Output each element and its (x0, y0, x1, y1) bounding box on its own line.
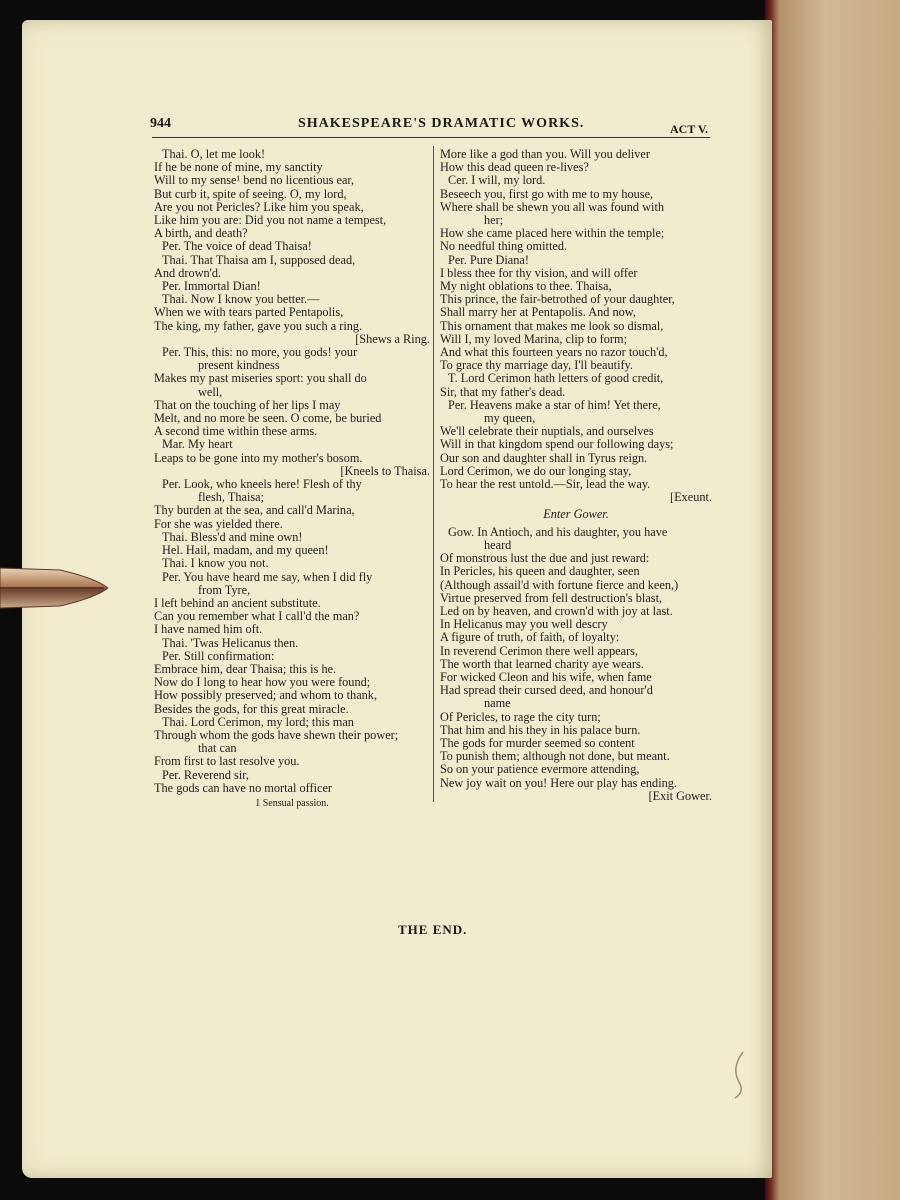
text-line: The gods for murder seemed so content (440, 735, 635, 750)
text-line: My night oblations to thee. Thaisa, (440, 279, 612, 294)
text-line: Thy burden at the sea, and call'd Marina, (154, 503, 355, 518)
text-line: Besides the gods, for this great miracle. (154, 701, 349, 716)
text-line: I bless thee for thy vision, and will offer (440, 265, 638, 280)
text-line: Like him you are: Did you not name a tempest, (154, 213, 387, 228)
text-line: Cer. I will, my lord. (448, 173, 546, 188)
text-line: Our son and daughter shall in Tyrus reign. (440, 450, 648, 465)
text-line: that can (198, 741, 237, 756)
text-line: Thai. 'Twas Helicanus then. (162, 635, 299, 650)
text-line: T. Lord Cerimon hath letters of good credit, (448, 371, 664, 386)
text-line: The worth that learned charity aye wears. (440, 656, 644, 671)
text-line: A figure of truth, of faith, of loyalty: (440, 630, 620, 645)
text-line: But curb it, spite of seeing. O, my lord, (154, 186, 347, 201)
text-line: Thai. I know you not. (162, 556, 269, 571)
text-line: Led on by heaven, and crown'd with joy at last. (440, 603, 673, 618)
text-line: Per. Heavens make a star of him! Yet there, (448, 397, 661, 412)
text-line: Makes my past miseries sport: you shall do (154, 371, 367, 386)
text-line: from Tyre, (198, 582, 251, 597)
text-line: To punish them; although not done, but meant. (440, 749, 670, 764)
text-line: More like a god than you. Will you deliver (440, 147, 650, 161)
text-line: [Exeunt. (669, 490, 712, 505)
text-line: Per. Look, who kneels here! Flesh of thy (162, 477, 362, 492)
text-line: Of Pericles, to rage the city turn; (440, 709, 601, 724)
page-curl-mark-icon (725, 1050, 755, 1100)
text-line: Per. This, this: no more, you gods! your (162, 345, 358, 360)
text-line: (Although assail'd with fortune fierce and keen,) (440, 577, 679, 592)
text-line: How this dead queen re-lives? (440, 160, 589, 175)
text-line: well, (198, 384, 223, 399)
page-number: 944 (150, 116, 171, 131)
right-column (440, 148, 712, 803)
text-line: Per. Pure Diana! (448, 252, 529, 267)
text-line: In Pericles, his queen and daughter, seen (440, 564, 640, 579)
metal-pointer-icon (0, 562, 110, 614)
text-line: That him and his they in his palace burn. (440, 722, 641, 737)
text-line: No needful thing omitted. (440, 239, 568, 254)
text-line: [Exit Gower. (648, 788, 712, 803)
text-line: Sir, that my father's dead. (440, 384, 566, 399)
text-line: When we with tears parted Pentapolis, (154, 305, 344, 320)
text-line: Will in that kingdom spend our following days; (440, 437, 674, 452)
text-line: I have named him oft. (154, 622, 263, 637)
text-line: [Kneels to Thaisa. (340, 463, 430, 478)
left-column (154, 148, 430, 810)
text-line: Where shall be shewn you all was found with (440, 199, 665, 214)
text-line: In Helicanus may you well descry (440, 617, 608, 632)
text-line: Now do I long to hear how you were found; (154, 675, 371, 690)
text-line: Mar. My heart (162, 437, 233, 452)
text-line: And drown'd. (154, 265, 222, 280)
text-line: Virtue preserved from fell destruction's blast, (440, 590, 663, 605)
text-line: In reverend Cerimon there well appears, (440, 643, 639, 658)
running-title: SHAKESPEARE'S DRAMATIC WORKS. (298, 116, 585, 131)
text-line: I left behind an ancient substitute. (154, 595, 321, 610)
text-line: Per. You have heard me say, when I did fly (162, 569, 373, 584)
text-line: Thai. Bless'd and mine own! (162, 529, 303, 544)
text-line: Through whom the gods have shewn their power; (154, 727, 399, 742)
text-line: Melt, and no more be seen. O come, be buried (154, 411, 382, 426)
text-line: flesh, Thaisa; (198, 490, 265, 505)
text-line: Are you not Pericles? Like him you speak, (154, 199, 364, 214)
text-line: We'll celebrate their nuptials, and ourselves (440, 424, 654, 439)
text-line: Had spread their cursed deed, and honour'd (440, 683, 653, 698)
text-line: Embrace him, dear Thaisa; this is he. (154, 661, 337, 676)
text-line: name (484, 696, 511, 711)
header-rule (152, 137, 710, 138)
text-line: Leaps to be gone into my mother's bosom. (154, 450, 363, 465)
text-line: And what this fourteen years no razor touch'd, (440, 345, 668, 360)
text-line: Enter Gower. (543, 507, 609, 522)
running-header (150, 116, 710, 136)
text-line: Shall marry her at Pentapolis. And now, (440, 305, 636, 320)
text-line: That on the touching of her lips I may (154, 397, 341, 412)
text-line: The gods can have no mortal officer (154, 780, 333, 795)
text-line: A birth, and death? (154, 226, 248, 241)
footnote: 1 Sensual passion. (255, 797, 329, 809)
text-line: Per. Immortal Dian! (162, 279, 261, 294)
text-line: Lord Cerimon, we do our longing stay, (440, 463, 632, 478)
text-line: For wicked Cleon and his wife, when fame (440, 669, 652, 684)
text-line: So on your patience evermore attending, (440, 762, 640, 777)
text-line: From first to last resolve you. (154, 754, 300, 769)
text-line: This ornament that makes me look so dismal, (440, 318, 664, 333)
text-line: To hear the rest untold.—Sir, lead the way. (440, 477, 651, 492)
text-line: For she was yielded there. (154, 516, 283, 531)
text-line: Can you remember what I call'd the man? (154, 609, 360, 624)
text-line: The king, my father, gave you such a ring. (154, 318, 363, 333)
text-line: Thai. Lord Cerimon, my lord; this man (162, 714, 354, 729)
text-line: heard (484, 537, 512, 552)
text-line: Hel. Hail, madam, and my queen! (162, 543, 329, 558)
the-end-text: THE END. (398, 922, 468, 937)
text-line: [Shews a Ring. (355, 331, 430, 346)
text-line: Per. Still confirmation: (162, 648, 275, 663)
text-line: Will I, my loved Marina, clip to form; (440, 331, 627, 346)
text-line: Of monstrous lust the due and just reward: (440, 551, 650, 566)
text-line: This prince, the fair-betrothed of your daughter, (440, 292, 675, 307)
text-line: New joy wait on you! Here our play has ending. (440, 775, 677, 790)
text-line: Thai. That Thaisa am I, supposed dead, (162, 252, 356, 267)
text-line: To grace thy marriage day, I'll beautify. (440, 358, 634, 373)
text-line: Gow. In Antioch, and his daughter, you have (448, 524, 668, 539)
text-line: present kindness (198, 358, 280, 373)
text-line: Thai. O, let me look! (162, 147, 266, 161)
text-line: Per. The voice of dead Thaisa! (162, 239, 312, 254)
text-line: Beseech you, first go with me to my house, (440, 186, 654, 201)
text-line: How she came placed here within the temple; (440, 226, 665, 241)
text-line: A second time within these arms. (154, 424, 318, 439)
text-line: Per. Reverend sir, (162, 767, 249, 782)
book-page-edges (765, 0, 900, 1200)
text-line: Thai. Now I know you better.— (162, 292, 320, 307)
text-line: If he be none of mine, my sanctity (154, 160, 323, 175)
text-line: my queen, (484, 411, 536, 426)
text-line: How possibly preserved; and whom to thank, (154, 688, 378, 703)
act-label: ACT V. (670, 122, 709, 136)
text-line: Will to my sense¹ bend no licentious ear, (154, 173, 355, 188)
text-line: her; (484, 213, 504, 228)
column-divider (433, 146, 434, 802)
